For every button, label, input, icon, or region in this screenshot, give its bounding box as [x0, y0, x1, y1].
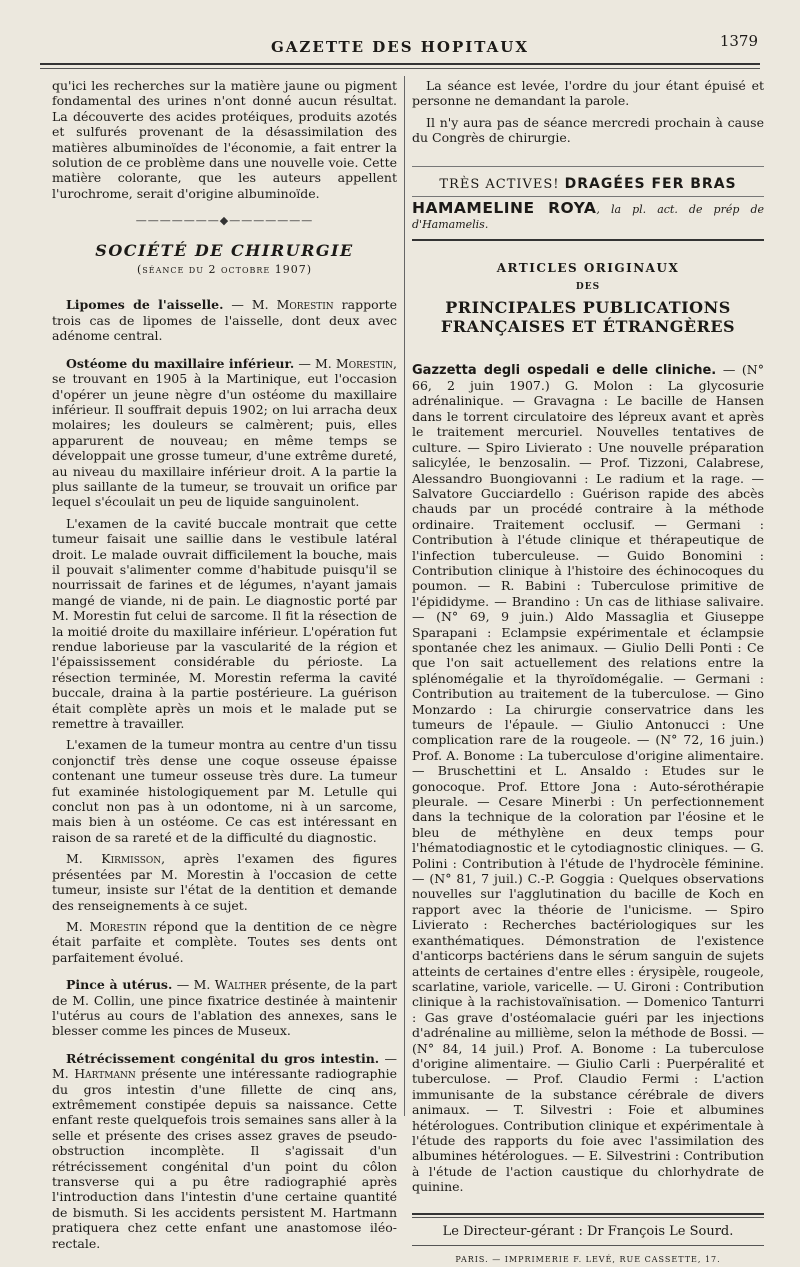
- printer-line: PARIS. — IMPRIMERIE F. LEVÉ, RUE CASSETTE, 17.: [455, 1255, 721, 1264]
- entry-heading: Rétrécissement congénital du gros intestin.: [66, 1050, 380, 1066]
- right-column: [412, 78, 764, 1267]
- header-rule-thin: [40, 68, 760, 69]
- paragraph: M. Kirmisson, après l'examen des figures présentées par M. Morestin à l'occasion de cette tumeur, insiste sur l'état de la dentition et demande des renseignements à ce sujet.: [52, 851, 398, 913]
- entry-heading: Ostéome du maxillaire inférieur.: [66, 355, 295, 371]
- paragraph: Il n'y aura pas de séance mercredi prochain à cause du Congrès de chirurgie.: [412, 114, 764, 146]
- page-number: 1379: [719, 32, 758, 50]
- entry-heading: Pince à utérus.: [66, 977, 173, 993]
- author-name: Morestin: [276, 297, 334, 313]
- paragraph: L'examen de la cavité buccale montrait que cette tumeur faisait une saillie dans le vestibule latéral droit. Le malade ouvrait difficilement la bouche, mais il pouvait s'alimenter comme d'habitude puisqu'il se nourrissait de farines et de légumes, n'ayant jamais mangé de viande, ni de pain. Le diagnostic porté par M. Morestin fut celui de sarcome. Il fit la résection de la moitié droite du maxillaire inférieur. L'opération fut rendue laborieuse par la vascularité de la région et l'épaississement considérable du périoste. La résection terminée, M. Morestin referma la cavité buccale, draina à la partie postérieure. La guérison était complète après un mois et le malade put se remettre à travailler.: [52, 515, 397, 732]
- ad-brand: HAMAMELINE ROYA: [412, 199, 597, 218]
- section-heading: PRINCIPALES PUBLICATIONS FRANÇAISES ET ÉTRANGÈRES: [440, 297, 736, 336]
- footer-rule: [412, 1217, 764, 1218]
- paragraph: M. Morestin répond que la dentition de ce nègre était parfaite et complète. Toutes ses dents ont parfaitement évolué.: [52, 918, 397, 965]
- footer-rule-bottom: [412, 1245, 764, 1246]
- footer: [412, 1213, 764, 1267]
- journal-name: Gazzetta degli ospedali e delle cliniche.: [412, 362, 717, 378]
- entry-osteome: Ostéome du maxillaire inférieur. — M. Morestin, se trouvant en 1905 à la Martinique, eut l'occasion d'opérer un jeune nègre d'un ostéome du maxillaire inférieur. Il souffrait depuis 1902; on lui arracha deux molaires; les douleurs se calmèrent; puis, elles apparurent de nouveau; en même temps se développait une grosse tumeur, d'une extrême dureté, au niveau du maxillaire inférieur droit. A la partie la plus saillante de la tumeur, se trouvait un orifice par lequel s'écoulait un peu de liquide sanguinolent.: [52, 355, 397, 510]
- author-name: Morestin: [335, 355, 394, 371]
- advertisement-hamameline: HAMAMELINE ROYA, la pl. act. de prép de d'Hamamelis.: [412, 196, 764, 241]
- section-des: DES: [575, 282, 601, 293]
- journal-title: GAZETTE DES HOPITAUX: [270, 38, 529, 56]
- society-title: SOCIÉTÉ DE CHIRURGIE: [95, 240, 354, 260]
- entry-lipomes: Lipomes de l'aisselle. — M. Morestin rapporte trois cas de lipomes de l'aisselle, dont deux avec adénome central.: [52, 297, 397, 344]
- session-date: (séance du 2 octobre 1907): [136, 263, 313, 277]
- director-line: Le Directeur-gérant : Dr François Le Sourd.: [442, 1223, 734, 1239]
- entry-pince: Pince à utérus. — M. Walther présente, de la part de M. Collin, une pince fixatrice destinée à maintenir l'utérus au cours de l'ablation des annexes, sans le blesser comme les pinces de Museux.: [52, 977, 397, 1039]
- review-entry: [412, 362, 764, 1195]
- intro-paragraph: qu'ici les recherches sur la matière jaune ou pigment fondamental des urines n'ont donné aucun résultat. La découverte des acides protéiques, produits azotés et sulfurés provenant de la désassimilation des matières albuminoïdes de l'économie, a fait entrer la solution de ce problème dans une nouvelle voie. Cette matière colorante, que les auteurs appellent l'urochrome, serait d'origine albuminoïde.: [52, 78, 397, 201]
- author-name: Walther: [214, 977, 267, 993]
- entry-retrecissement: Rétrécissement congénital du gros intestin. — M. Hartmann présente une intéressante radiographie du gros intestin d'une fillette de cinq ans, extrêmement constipée depuis sa naissance. Cette enfant reste quelquefois trois semaines sans aller à la selle et présente des crises assez graves de pseudo-obstruction incomplète. Il s'agissait d'un rétrécissement congénital d'un point du côlon transverse qui a pu être radiographié après l'introduction dans l'intestin d'une certaine quantité de bismuth. Si les accidents persistent M. Hartmann pratiquera chez cette enfant une anastomose iléo-rectale.: [52, 1050, 397, 1251]
- ad-brand: DRAGÉES FER BRAS: [564, 175, 737, 192]
- section-ornament: ———————◆———————: [135, 214, 314, 228]
- author-name: M. Kirmisson: [66, 851, 162, 867]
- review-text: — (N° 66, 2 juin 1907.) G. Molon : La glycosurie adrénalinique. — Gravagna : Le bacille de Hansen dans le torrent circulatoire des lépreux avant et après le traitement mercuriel. Nouvelles tentatives de culture. — Spiro Livierato : Une nouvelle préparation salicylée, le benzosalin. — Prof. Tizzoni, Calabrese, Alessandro Buongiovanni : Le radium et la rage. — Salvatore Gucciardello : Guérison rapide des abcès chauds par un procédé contraire à la méthode ordinaire. Traitement occlusif. — Germani : Contribution à l'étude clinique et thérapeutique de l'infection tuberculeuse. — Guido Bonomini : Contribution clinique à l'histoire des échinocoques du poumon. — R. Babini : Tuberculose primitive de l'épididyme. — Brandino : Un cas de lithiase salivaire. — (N° 69, 9 juin.) Aldo Massaglia et Giuseppe Sparapani : Eclampsie expérimentale et éclampsie spontanée chez les animaux. — Giulio Delli Ponti : Ce que l'on sait actuellement des relations entre la splénomégalie et la thyroïdomégalie. — Germani : Contribution au traitement de la tuberculose. — Gino Monzardo : La chirurgie conservatrice dans les tumeurs de l'épaule. — Giulio Antonucci : Une complication rare de la rougeole. — (N° 72, 16 juin.) Prof. A. Bonome : La tuberculose d'origine alimentaire. — Bruschettini et L. Ansaldo : Etudes sur le gonocoque. Prof. Ettore Jona : Auto-sérothérapie pleurale. — Cesare Minerbi : Un perfectionnement dans la technique de la coloration par l'éosine et le bleu de méthylène en deux temps pour l'hématodiagnostic et le cytodiagnostic cliniques. — G. Polini : Contribution à l'étude de l'hydrocèle féminine. — (N° 81, 7 juil.) C.-P. Goggia : Quelques observations nouvelles sur l'agglutination du bacille de Koch en rapport avec la théorie de l'unicisme. — Spiro Livierato : Recherches bactériologiques sur les exanthématiques. Démonstration de l'existence d'anticorps bactériens dans le sérum sanguin de sujets atteints de certaines d'entre elles : érysipèle, rougeole, scarlatine, variole, varicelle. — U. Gironi : Contribution clinique à la rachistovaïnisation. — Domenico Tanturri : Gas grave d'ostéomalacie guéri par les injections d'adrénaline au millième, selon la méthode de Bossi. — (N° 84, 14 juil.) Prof. A. Bonome : La tuberculose d'origine alimentaire. — Giulio Carli : Puerpéralité et tuberculose. — Prof. Claudio Fermi : L'action immunisante de la substance cérébrale de divers animaux. — T. Silvestri : Foie et albumines hétérologues. Contribution clinique et expérimentale à l'étude des rapports du foie avec l'assimilation des albumines hétérologues. — E. Silvestrini : Contribution à l'étude de l'action caustique du chlorhydrate de quinine.: [412, 361, 764, 1195]
- author-name: M. Morestin: [66, 918, 147, 934]
- column-divider: [404, 76, 405, 1116]
- page-header: [40, 30, 760, 66]
- left-column: [52, 78, 397, 1257]
- advertisement-dragees: TRÈS ACTIVES! DRAGÉES FER BRAS: [412, 166, 764, 192]
- author-name: Hartmann: [74, 1066, 136, 1082]
- paragraph: L'examen de la tumeur montra au centre d'un tissu conjonctif très dense une coque osseuse épaisse contenant une tumeur osseuse très dure. La tumeur fut examinée histologiquement par M. Letulle qui conclut non pas à un odontome, ni à un sarcome, mais bien à un ostéome. Ce cas est intéressant en raison de sa rareté et de la difficulté du diagnostic.: [52, 737, 397, 845]
- section-title: ARTICLES ORIGINAUX: [496, 260, 680, 275]
- header-rule: [40, 63, 760, 65]
- paragraph: La séance est levée, l'ordre du jour étant épuisé et personne ne demandant la parole.: [412, 78, 764, 109]
- entry-heading: Lipomes de l'aisselle.: [66, 297, 224, 313]
